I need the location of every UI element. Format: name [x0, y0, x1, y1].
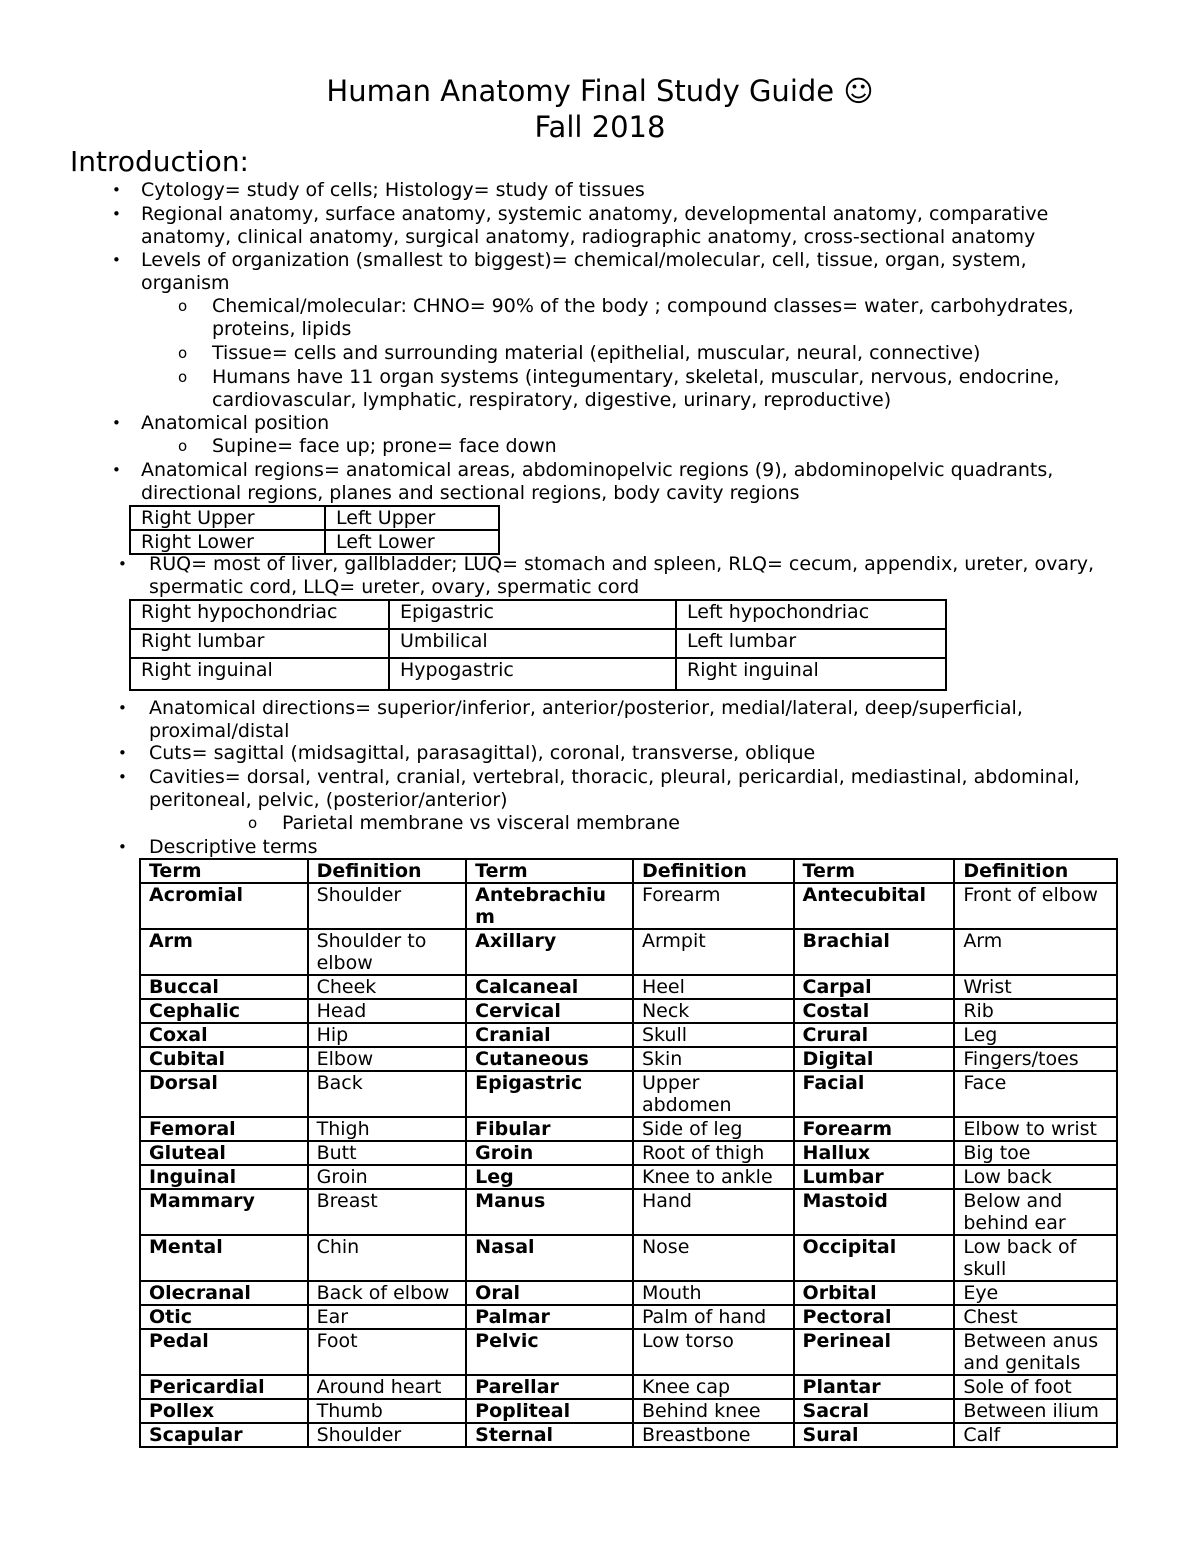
table-row	[140, 1071, 1117, 1117]
definition-cell: Neck	[633, 999, 794, 1023]
table-row	[140, 999, 1117, 1023]
table-row	[140, 1165, 1117, 1189]
definition-cell: Fingers/toes	[954, 1047, 1117, 1071]
terms-table-body	[140, 859, 1117, 1447]
list-subitem: Humans have 11 organ systems (integumentary, skeletal, muscular, nervous, endocrine,	[212, 366, 1060, 388]
sub-bullet: o	[178, 297, 188, 315]
definition-cell: Big toe	[954, 1141, 1117, 1165]
term-cell: Otic	[140, 1305, 308, 1329]
term-cell: Arm	[140, 929, 308, 975]
definition-cell: Calf	[954, 1423, 1117, 1447]
definition-cell: Thigh	[308, 1117, 467, 1141]
list-item: Anatomical directions= superior/inferior, anterior/posterior, medial/lateral, deep/superficial,	[149, 697, 1023, 719]
term-cell: Lumbar	[794, 1165, 955, 1189]
list-item: Anatomical position	[141, 412, 330, 434]
term-cell: Gluteal	[140, 1141, 308, 1165]
column-header: Term	[140, 859, 308, 883]
bullet: •	[118, 555, 127, 573]
definition-cell: Forearm	[633, 883, 794, 929]
definition-cell: Low back	[954, 1165, 1117, 1189]
definition-cell: Elbow to wrist	[954, 1117, 1117, 1141]
term-cell: Cutaneous	[466, 1047, 633, 1071]
term-cell: Coxal	[140, 1023, 308, 1047]
list-item: Anatomical regions= anatomical areas, abdominopelvic regions (9), abdominopelvic quadrants,	[141, 459, 1054, 481]
table-cell: Umbilical	[389, 629, 676, 658]
descriptive-terms-table	[139, 858, 1118, 1448]
term-cell: Pedal	[140, 1329, 308, 1375]
term-cell: Scapular	[140, 1423, 308, 1447]
definition-cell: Ear	[308, 1305, 467, 1329]
table-row	[140, 1047, 1117, 1071]
list-subitem: Parietal membrane vs visceral membrane	[282, 812, 680, 834]
term-cell: Mammary	[140, 1189, 308, 1235]
definition-cell: Shoulder	[308, 883, 467, 929]
bullet: •	[112, 251, 121, 269]
table-cell: Right inguinal	[676, 658, 946, 690]
term-cell: Cranial	[466, 1023, 633, 1047]
table-row	[130, 629, 946, 658]
definition-cell: Between ilium	[954, 1399, 1117, 1423]
column-header: Term	[466, 859, 633, 883]
definition-cell: Thumb	[308, 1399, 467, 1423]
list-item: RUQ= most of liver, gallbladder; LUQ= stomach and spleen, RLQ= cecum, appendix, ureter, ovary,	[149, 553, 1095, 575]
term-cell: Femoral	[140, 1117, 308, 1141]
table-row	[130, 506, 499, 530]
term-cell: Antebrachiu m	[466, 883, 633, 929]
definition-cell: Breastbone	[633, 1423, 794, 1447]
list-item: spermatic cord, LLQ= ureter, ovary, spermatic cord	[149, 576, 640, 598]
list-item: Cytology= study of cells; Histology= study of tissues	[141, 179, 645, 201]
table-row	[140, 1375, 1117, 1399]
sub-bullet: o	[178, 368, 188, 386]
definition-cell: Foot	[308, 1329, 467, 1375]
definition-cell: Palm of hand	[633, 1305, 794, 1329]
definition-cell: Cheek	[308, 975, 467, 999]
bullet: •	[112, 461, 121, 479]
list-subitem: Supine= face up; prone= face down	[212, 435, 557, 457]
table-cell: Epigastric	[389, 600, 676, 629]
term-cell: Groin	[466, 1141, 633, 1165]
term-cell: Sternal	[466, 1423, 633, 1447]
definition-cell: Skull	[633, 1023, 794, 1047]
term-cell: Mental	[140, 1235, 308, 1281]
term-cell: Popliteal	[466, 1399, 633, 1423]
definition-cell: Eye	[954, 1281, 1117, 1305]
table-row	[130, 530, 499, 554]
list-subitem: Chemical/molecular: CHNO= 90% of the body ; compound classes= water, carbohydrates,	[212, 295, 1074, 317]
definition-cell: Behind knee	[633, 1399, 794, 1423]
term-cell: Oral	[466, 1281, 633, 1305]
definition-cell: Leg	[954, 1023, 1117, 1047]
table-cell: Right lumbar	[130, 629, 389, 658]
sub-bullet: o	[248, 814, 258, 832]
table-cell: Right Upper	[130, 506, 325, 530]
term-cell: Dorsal	[140, 1071, 308, 1117]
term-cell: Perineal	[794, 1329, 955, 1375]
list-item: Cuts= sagittal (midsagittal, parasagittal), coronal, transverse, oblique	[149, 742, 816, 764]
sub-bullet: o	[178, 344, 188, 362]
definition-cell: Sole of foot	[954, 1375, 1117, 1399]
table-row	[140, 1023, 1117, 1047]
term-cell: Calcaneal	[466, 975, 633, 999]
definition-cell: Rib	[954, 999, 1117, 1023]
table-row	[140, 1235, 1117, 1281]
term-cell: Antecubital	[794, 883, 955, 929]
definition-cell: Shoulder	[308, 1423, 467, 1447]
term-cell: Palmar	[466, 1305, 633, 1329]
definition-cell: Hand	[633, 1189, 794, 1235]
list-subitem: cardiovascular, lymphatic, respiratory, digestive, urinary, reproductive)	[212, 389, 892, 411]
definition-cell: Low back of skull	[954, 1235, 1117, 1281]
definition-cell: Nose	[633, 1235, 794, 1281]
table-cell: Left Upper	[325, 506, 499, 530]
table-row	[140, 929, 1117, 975]
definition-cell: Chin	[308, 1235, 467, 1281]
table-cell: Right Lower	[130, 530, 325, 554]
term-cell: Parellar	[466, 1375, 633, 1399]
term-cell: Epigastric	[466, 1071, 633, 1117]
bullet: •	[112, 205, 121, 223]
term-cell: Pericardial	[140, 1375, 308, 1399]
term-cell: Acromial	[140, 883, 308, 929]
table-row	[140, 1189, 1117, 1235]
table-row	[130, 600, 946, 629]
definition-cell: Between anus and genitals	[954, 1329, 1117, 1375]
definition-cell: Skin	[633, 1047, 794, 1071]
term-cell: Carpal	[794, 975, 955, 999]
definition-cell: Root of thigh	[633, 1141, 794, 1165]
definition-cell: Mouth	[633, 1281, 794, 1305]
term-cell: Buccal	[140, 975, 308, 999]
term-cell: Axillary	[466, 929, 633, 975]
definition-cell: Armpit	[633, 929, 794, 975]
table-row	[140, 883, 1117, 929]
table-cell: Right inguinal	[130, 658, 389, 690]
term-cell: Nasal	[466, 1235, 633, 1281]
list-item: directional regions, planes and sectional regions, body cavity regions	[141, 482, 800, 504]
table-cell: Left Lower	[325, 530, 499, 554]
term-cell: Inguinal	[140, 1165, 308, 1189]
definition-cell: Hip	[308, 1023, 467, 1047]
sub-bullet: o	[178, 437, 188, 455]
term-cell: Brachial	[794, 929, 955, 975]
table-cell: Left hypochondriac	[676, 600, 946, 629]
list-item: Levels of organization (smallest to biggest)= chemical/molecular, cell, tissue, organ, system,	[141, 249, 1027, 271]
term-cell: Pollex	[140, 1399, 308, 1423]
term-cell: Mastoid	[794, 1189, 955, 1235]
term-cell: Olecranal	[140, 1281, 308, 1305]
definition-cell: Back	[308, 1071, 467, 1117]
table-row	[140, 1281, 1117, 1305]
term-cell: Orbital	[794, 1281, 955, 1305]
definition-cell: Face	[954, 1071, 1117, 1117]
definition-cell: Heel	[633, 975, 794, 999]
definition-cell: Breast	[308, 1189, 467, 1235]
definition-cell: Butt	[308, 1141, 467, 1165]
term-cell: Plantar	[794, 1375, 955, 1399]
table-row	[140, 1399, 1117, 1423]
definition-cell: Below and behind ear	[954, 1189, 1117, 1235]
definition-cell: Knee to ankle	[633, 1165, 794, 1189]
list-item: Descriptive terms	[149, 836, 318, 858]
page-subtitle: Fall 2018	[534, 110, 666, 144]
definition-cell: Low torso	[633, 1329, 794, 1375]
section-heading: Introduction:	[70, 145, 249, 178]
definition-cell: Upper abdomen	[633, 1071, 794, 1117]
table-row	[140, 975, 1117, 999]
term-cell: Digital	[794, 1047, 955, 1071]
definition-cell: Knee cap	[633, 1375, 794, 1399]
list-item: proximal/distal	[149, 720, 290, 742]
definition-cell: Elbow	[308, 1047, 467, 1071]
bullet: •	[118, 699, 127, 717]
bullet: •	[118, 768, 127, 786]
term-cell: Leg	[466, 1165, 633, 1189]
term-cell: Cephalic	[140, 999, 308, 1023]
definition-cell: Around heart	[308, 1375, 467, 1399]
definition-cell: Chest	[954, 1305, 1117, 1329]
term-cell: Occipital	[794, 1235, 955, 1281]
table-row	[140, 1329, 1117, 1375]
list-item: Cavities= dorsal, ventral, cranial, vertebral, thoracic, pleural, pericardial, mediastinal, abdominal,	[149, 766, 1080, 788]
definition-cell: Back of elbow	[308, 1281, 467, 1305]
bullet: •	[118, 744, 127, 762]
term-cell: Cubital	[140, 1047, 308, 1071]
definition-cell: Head	[308, 999, 467, 1023]
list-subitem: proteins, lipids	[212, 318, 352, 340]
term-cell: Pelvic	[466, 1329, 633, 1375]
term-cell: Sacral	[794, 1399, 955, 1423]
column-header: Definition	[308, 859, 467, 883]
term-cell: Fibular	[466, 1117, 633, 1141]
term-cell: Facial	[794, 1071, 955, 1117]
definition-cell: Side of leg	[633, 1117, 794, 1141]
term-cell: Crural	[794, 1023, 955, 1047]
term-cell: Hallux	[794, 1141, 955, 1165]
list-item: Regional anatomy, surface anatomy, systemic anatomy, developmental anatomy, comparative	[141, 203, 1049, 225]
table-row	[140, 1423, 1117, 1447]
page-title: Human Anatomy Final Study Guide ☺	[326, 74, 874, 108]
definition-cell: Front of elbow	[954, 883, 1117, 929]
bullet: •	[118, 838, 127, 856]
table-row	[130, 658, 946, 690]
table-header-row	[140, 859, 1117, 883]
table-row	[140, 1141, 1117, 1165]
column-header: Definition	[954, 859, 1117, 883]
table-row	[140, 1117, 1117, 1141]
term-cell: Pectoral	[794, 1305, 955, 1329]
term-cell: Cervical	[466, 999, 633, 1023]
list-item: organism	[141, 272, 230, 294]
bullet: •	[112, 181, 121, 199]
bullet: •	[112, 414, 121, 432]
list-subitem: Tissue= cells and surrounding material (epithelial, muscular, neural, connective)	[212, 342, 981, 364]
definition-cell: Arm	[954, 929, 1117, 975]
term-cell: Costal	[794, 999, 955, 1023]
term-cell: Manus	[466, 1189, 633, 1235]
table-cell: Right hypochondriac	[130, 600, 389, 629]
list-item: anatomy, clinical anatomy, surgical anatomy, radiographic anatomy, cross-sectional anatomy	[141, 226, 1036, 248]
table-row	[140, 1305, 1117, 1329]
table-cell: Left lumbar	[676, 629, 946, 658]
definition-cell: Groin	[308, 1165, 467, 1189]
definition-cell: Shoulder to elbow	[308, 929, 467, 975]
regions-table	[129, 599, 947, 691]
column-header: Term	[794, 859, 955, 883]
column-header: Definition	[633, 859, 794, 883]
term-cell: Sural	[794, 1423, 955, 1447]
table-cell: Hypogastric	[389, 658, 676, 690]
list-item: peritoneal, pelvic, (posterior/anterior)	[149, 789, 508, 811]
term-cell: Forearm	[794, 1117, 955, 1141]
definition-cell: Wrist	[954, 975, 1117, 999]
quadrant-table	[129, 505, 500, 555]
